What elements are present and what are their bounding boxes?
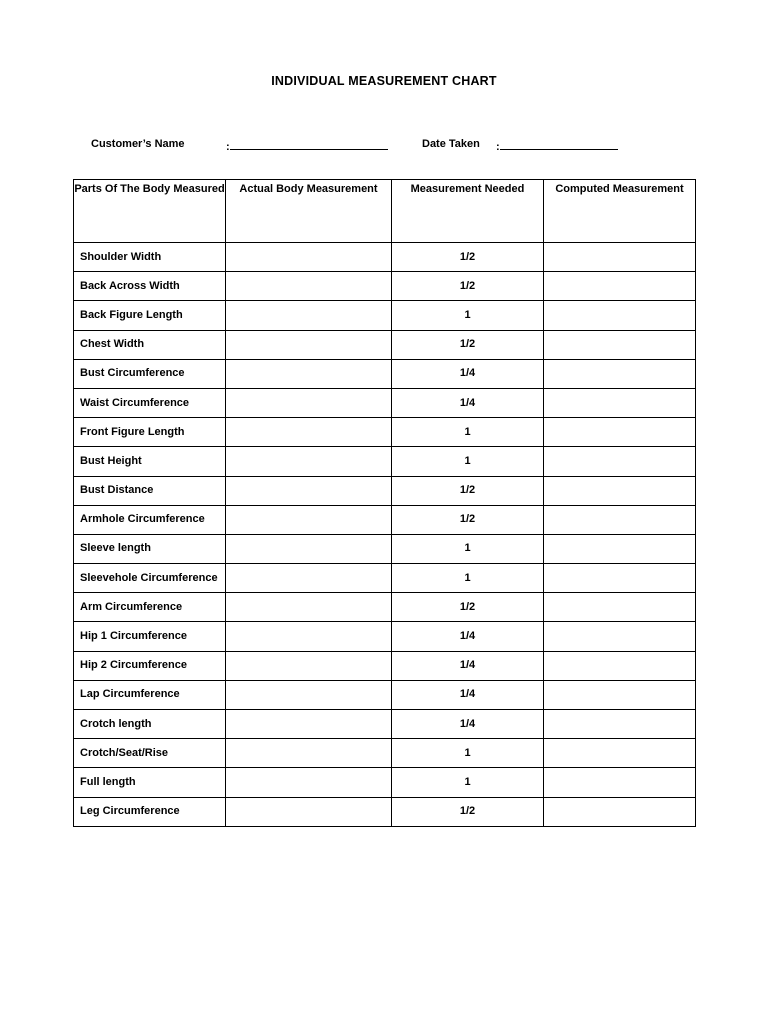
computed-measurement-cell[interactable] [544,768,696,797]
table-row [74,680,696,709]
actual-measurement-cell[interactable] [226,768,392,797]
date-taken-entry[interactable] [496,138,618,153]
measurement-needed-cell: 1/2 [392,476,544,505]
actual-measurement-cell[interactable] [226,593,392,622]
actual-measurement-cell[interactable] [226,359,392,388]
computed-measurement-cell[interactable] [544,388,696,417]
measurement-needed-cell: 1/2 [392,272,544,301]
customer-name-colon: : [226,141,230,153]
actual-measurement-cell[interactable] [226,534,392,563]
table-row [74,564,696,593]
part-cell: Sleeve length [74,534,226,563]
table-row [74,593,696,622]
part-cell: Leg Circumference [74,797,226,826]
part-cell: Bust Circumference [74,359,226,388]
actual-measurement-cell[interactable] [226,622,392,651]
measurement-needed-cell: 1/2 [392,593,544,622]
actual-measurement-cell[interactable] [226,388,392,417]
table-row [74,447,696,476]
table-row [74,797,696,826]
customer-name-label: Customer’s Name [91,138,185,150]
part-cell: Full length [74,768,226,797]
customer-name-field [91,138,185,150]
date-taken-field [422,138,480,150]
computed-measurement-cell[interactable] [544,243,696,272]
date-taken-colon: : [496,141,500,153]
actual-measurement-cell[interactable] [226,505,392,534]
computed-measurement-cell[interactable] [544,476,696,505]
date-taken-label: Date Taken [422,138,480,150]
part-cell: Sleevehole Circumference [74,564,226,593]
table-body [74,243,696,827]
computed-measurement-cell[interactable] [544,622,696,651]
measurement-needed-cell: 1/4 [392,359,544,388]
actual-measurement-cell[interactable] [226,564,392,593]
header-parts: Parts Of The Body Measured [74,180,226,243]
actual-measurement-cell[interactable] [226,330,392,359]
part-cell: Lap Circumference [74,680,226,709]
part-cell: Bust Distance [74,476,226,505]
customer-name-line[interactable] [230,138,388,150]
part-cell: Hip 1 Circumference [74,622,226,651]
computed-measurement-cell[interactable] [544,418,696,447]
computed-measurement-cell[interactable] [544,739,696,768]
table-row [74,301,696,330]
part-cell: Bust Height [74,447,226,476]
measurement-needed-cell: 1 [392,534,544,563]
computed-measurement-cell[interactable] [544,447,696,476]
measurement-needed-cell: 1/4 [392,680,544,709]
computed-measurement-cell[interactable] [544,680,696,709]
table-row [74,739,696,768]
part-cell: Chest Width [74,330,226,359]
table-row [74,534,696,563]
computed-measurement-cell[interactable] [544,797,696,826]
measurement-needed-cell: 1/2 [392,797,544,826]
measurement-needed-cell: 1/2 [392,243,544,272]
measurement-needed-cell: 1 [392,301,544,330]
computed-measurement-cell[interactable] [544,330,696,359]
part-cell: Shoulder Width [74,243,226,272]
computed-measurement-cell[interactable] [544,301,696,330]
measurement-needed-cell: 1/4 [392,388,544,417]
part-cell: Waist Circumference [74,388,226,417]
part-cell: Front Figure Length [74,418,226,447]
computed-measurement-cell[interactable] [544,272,696,301]
actual-measurement-cell[interactable] [226,272,392,301]
measurement-needed-cell: 1/2 [392,330,544,359]
table-row [74,388,696,417]
page-title: INDIVIDUAL MEASUREMENT CHART [271,74,497,88]
measurement-needed-cell: 1 [392,739,544,768]
actual-measurement-cell[interactable] [226,651,392,680]
header-computed: Computed Measurement [544,180,696,243]
part-cell: Arm Circumference [74,593,226,622]
actual-measurement-cell[interactable] [226,680,392,709]
actual-measurement-cell[interactable] [226,447,392,476]
date-taken-line[interactable] [500,138,618,150]
computed-measurement-cell[interactable] [544,710,696,739]
actual-measurement-cell[interactable] [226,418,392,447]
table-row [74,768,696,797]
table-row [74,418,696,447]
table-row [74,243,696,272]
table-row [74,505,696,534]
measurement-needed-cell: 1 [392,564,544,593]
table-row [74,272,696,301]
table-row [74,622,696,651]
measurement-needed-cell: 1/4 [392,622,544,651]
actual-measurement-cell[interactable] [226,797,392,826]
part-cell: Back Across Width [74,272,226,301]
computed-measurement-cell[interactable] [544,651,696,680]
table-row [74,330,696,359]
customer-name-entry[interactable] [226,138,388,153]
measurement-needed-cell: 1/4 [392,651,544,680]
measurement-needed-cell: 1 [392,768,544,797]
part-cell: Crotch length [74,710,226,739]
actual-measurement-cell[interactable] [226,739,392,768]
header-needed: Measurement Needed [392,180,544,243]
part-cell: Hip 2 Circumference [74,651,226,680]
actual-measurement-cell[interactable] [226,243,392,272]
measurement-needed-cell: 1 [392,447,544,476]
table-row [74,710,696,739]
measurement-needed-cell: 1 [392,418,544,447]
table-header-row [74,180,696,243]
computed-measurement-cell[interactable] [544,534,696,563]
part-cell: Armhole Circumference [74,505,226,534]
table-row [74,651,696,680]
measurement-needed-cell: 1/2 [392,505,544,534]
table-row [74,476,696,505]
part-cell: Crotch/Seat/Rise [74,739,226,768]
computed-measurement-cell[interactable] [544,593,696,622]
actual-measurement-cell[interactable] [226,301,392,330]
measurement-needed-cell: 1/4 [392,710,544,739]
actual-measurement-cell[interactable] [226,710,392,739]
header-actual: Actual Body Measurement [226,180,392,243]
part-cell: Back Figure Length [74,301,226,330]
actual-measurement-cell[interactable] [226,476,392,505]
measurement-table [73,179,696,827]
computed-measurement-cell[interactable] [544,505,696,534]
computed-measurement-cell[interactable] [544,564,696,593]
computed-measurement-cell[interactable] [544,359,696,388]
table-row [74,359,696,388]
